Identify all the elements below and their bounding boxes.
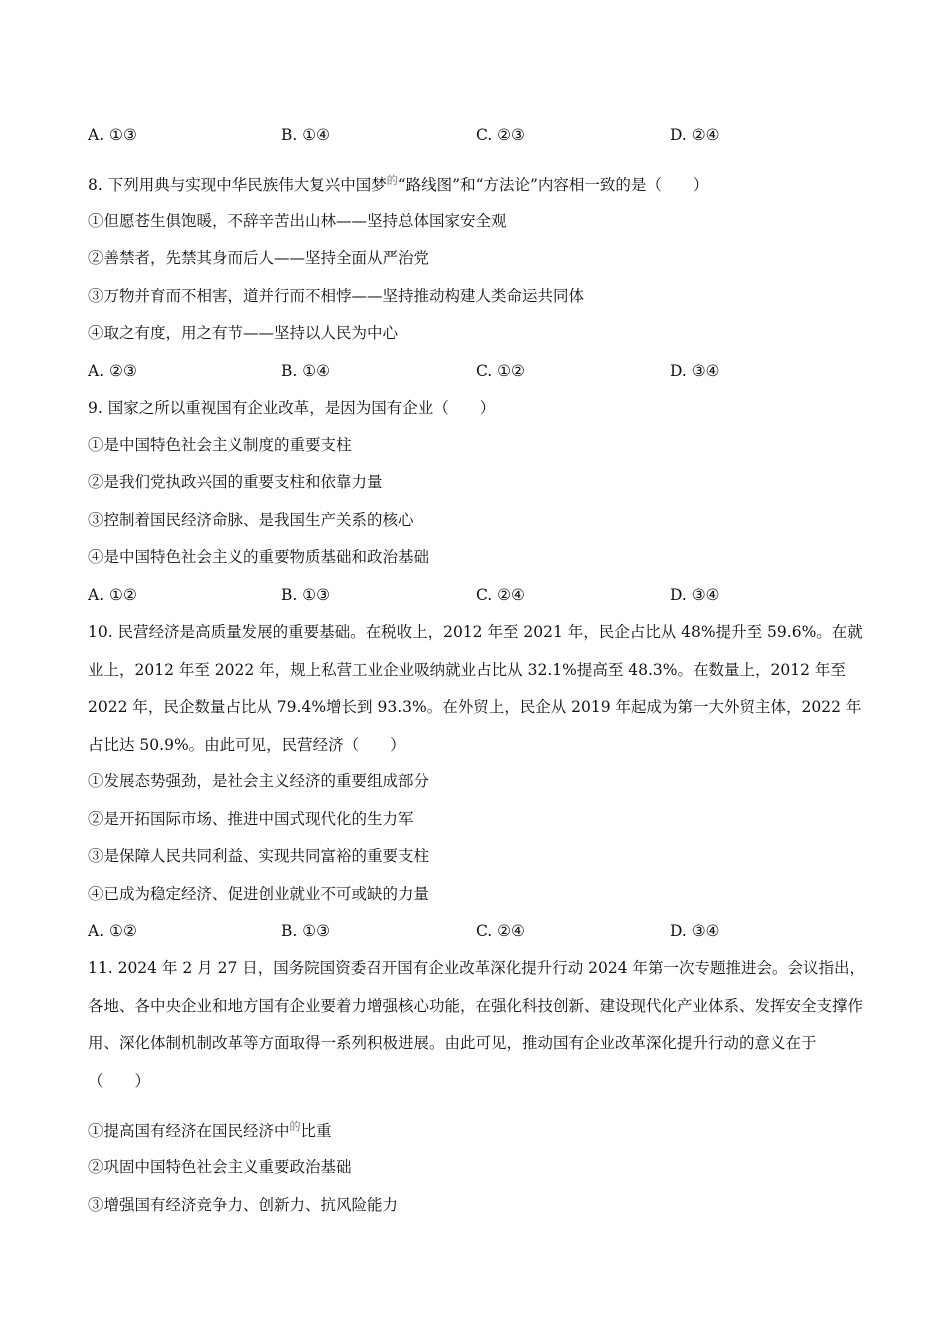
q9-item-1: ①是中国特色社会主义制度的重要支柱 (88, 436, 352, 454)
q9-option-b[interactable]: B. ①③ (281, 586, 331, 604)
q11-item-1-after: 比重 (300, 1122, 332, 1140)
q10-stem: 10. 民营经济是高质量发展的重要基础。在税收上，2012 年至 2021 年，民企占比从 48%提升至 59.6%。在就业上，2012 年至 2022 年，规上私营工业企业吸纳就业占比从 32.1%提高至 48.3%。在数量上，2012 年至 2022 年，民企数量占比从 79.4%增长到 93.3%。在外贸上，民企从 2019 年起成为第一大外贸主体，2022 年占比达 50.9%。由此可见，民营经济（ ） (88, 623, 863, 754)
q11-item-1-sup: 的 (289, 1120, 301, 1133)
q8-options (88, 360, 868, 382)
q11-item-1-before: ①提高国有经济在国民经济中 (88, 1122, 290, 1140)
q11-item-1 (88, 1116, 870, 1142)
q9-stem: 9. 国家之所以重视国有企业改革，是因为国有企业（ ） (88, 399, 496, 417)
q7-options (88, 124, 868, 146)
q8-option-d[interactable]: D. ③④ (670, 362, 720, 380)
q9-item-3: ③控制着国民经济命脉、是我国生产关系的核心 (88, 511, 414, 529)
q8-item-1: ①但愿苍生俱饱暖，不辞辛苦出山林——坚持总体国家安全观 (88, 212, 507, 230)
q10-options (88, 920, 868, 942)
q9-option-c[interactable]: C. ②④ (476, 586, 525, 604)
q10-item-1: ①发展态势强劲，是社会主义经济的重要组成部分 (88, 772, 430, 790)
q8-item-3: ③万物并育而不相害，道并行而不相悖——坚持推动构建人类命运共同体 (88, 287, 585, 305)
q8-stem (88, 170, 870, 196)
q8-stem-before: 8. 下列用典与实现中华民族伟大复兴中国梦 (88, 176, 387, 194)
q7-option-d[interactable]: D. ②④ (670, 126, 720, 144)
q10-item-3: ③是保障人民共同利益、实现共同富裕的重要支柱 (88, 847, 430, 865)
q10-option-a[interactable]: A. ①② (88, 922, 137, 940)
q11-stem: 11. 2024 年 2 月 27 日，国务院国资委召开国有企业改革深化提升行动 2024 年第一次专题推进会。会议指出，各地、各中央企业和地方国有企业要着力增强核心功能，在强化科技创新、建设现代化产业体系、发挥安全支撑作用、深化体制机制改革等方面取得一系列积极进展。由此可见，推动国有企业改革深化提升行动的意义在于（ ） (88, 959, 866, 1090)
q10-option-b[interactable]: B. ①③ (281, 922, 331, 940)
q10-option-d[interactable]: D. ③④ (670, 922, 720, 940)
q10-item-2: ②是开拓国际市场、推进中国式现代化的生力军 (88, 810, 414, 828)
q8-option-c[interactable]: C. ①② (476, 362, 525, 380)
q11-item-2: ②巩固中国特色社会主义重要政治基础 (88, 1158, 352, 1176)
q11-item-3: ③增强国有经济竞争力、创新力、抗风险能力 (88, 1196, 399, 1214)
q8-option-a[interactable]: A. ②③ (88, 362, 137, 380)
q8-option-b[interactable]: B. ①④ (281, 362, 331, 380)
q9-options (88, 584, 868, 606)
q8-stem-sup: 的 (386, 174, 398, 187)
q10-option-c[interactable]: C. ②④ (476, 922, 525, 940)
q8-item-2: ②善禁者，先禁其身而后人——坚持全面从严治党 (88, 249, 430, 267)
q9-item-4: ④是中国特色社会主义的重要物质基础和政治基础 (88, 548, 430, 566)
q8-stem-after: “路线图”和“方法论”内容相一致的是（ ） (397, 176, 709, 194)
q10-item-4: ④已成为稳定经济、促进创业就业不可或缺的力量 (88, 885, 430, 903)
q9-option-d[interactable]: D. ③④ (670, 586, 720, 604)
q9-option-a[interactable]: A. ①② (88, 586, 137, 604)
q7-option-a[interactable]: A. ①③ (88, 126, 137, 144)
q8-item-4: ④取之有度，用之有节——坚持以人民为中心 (88, 324, 399, 342)
q9-item-2: ②是我们党执政兴国的重要支柱和依靠力量 (88, 473, 383, 491)
q7-option-b[interactable]: B. ①④ (281, 126, 331, 144)
q7-option-c[interactable]: C. ②③ (476, 126, 525, 144)
